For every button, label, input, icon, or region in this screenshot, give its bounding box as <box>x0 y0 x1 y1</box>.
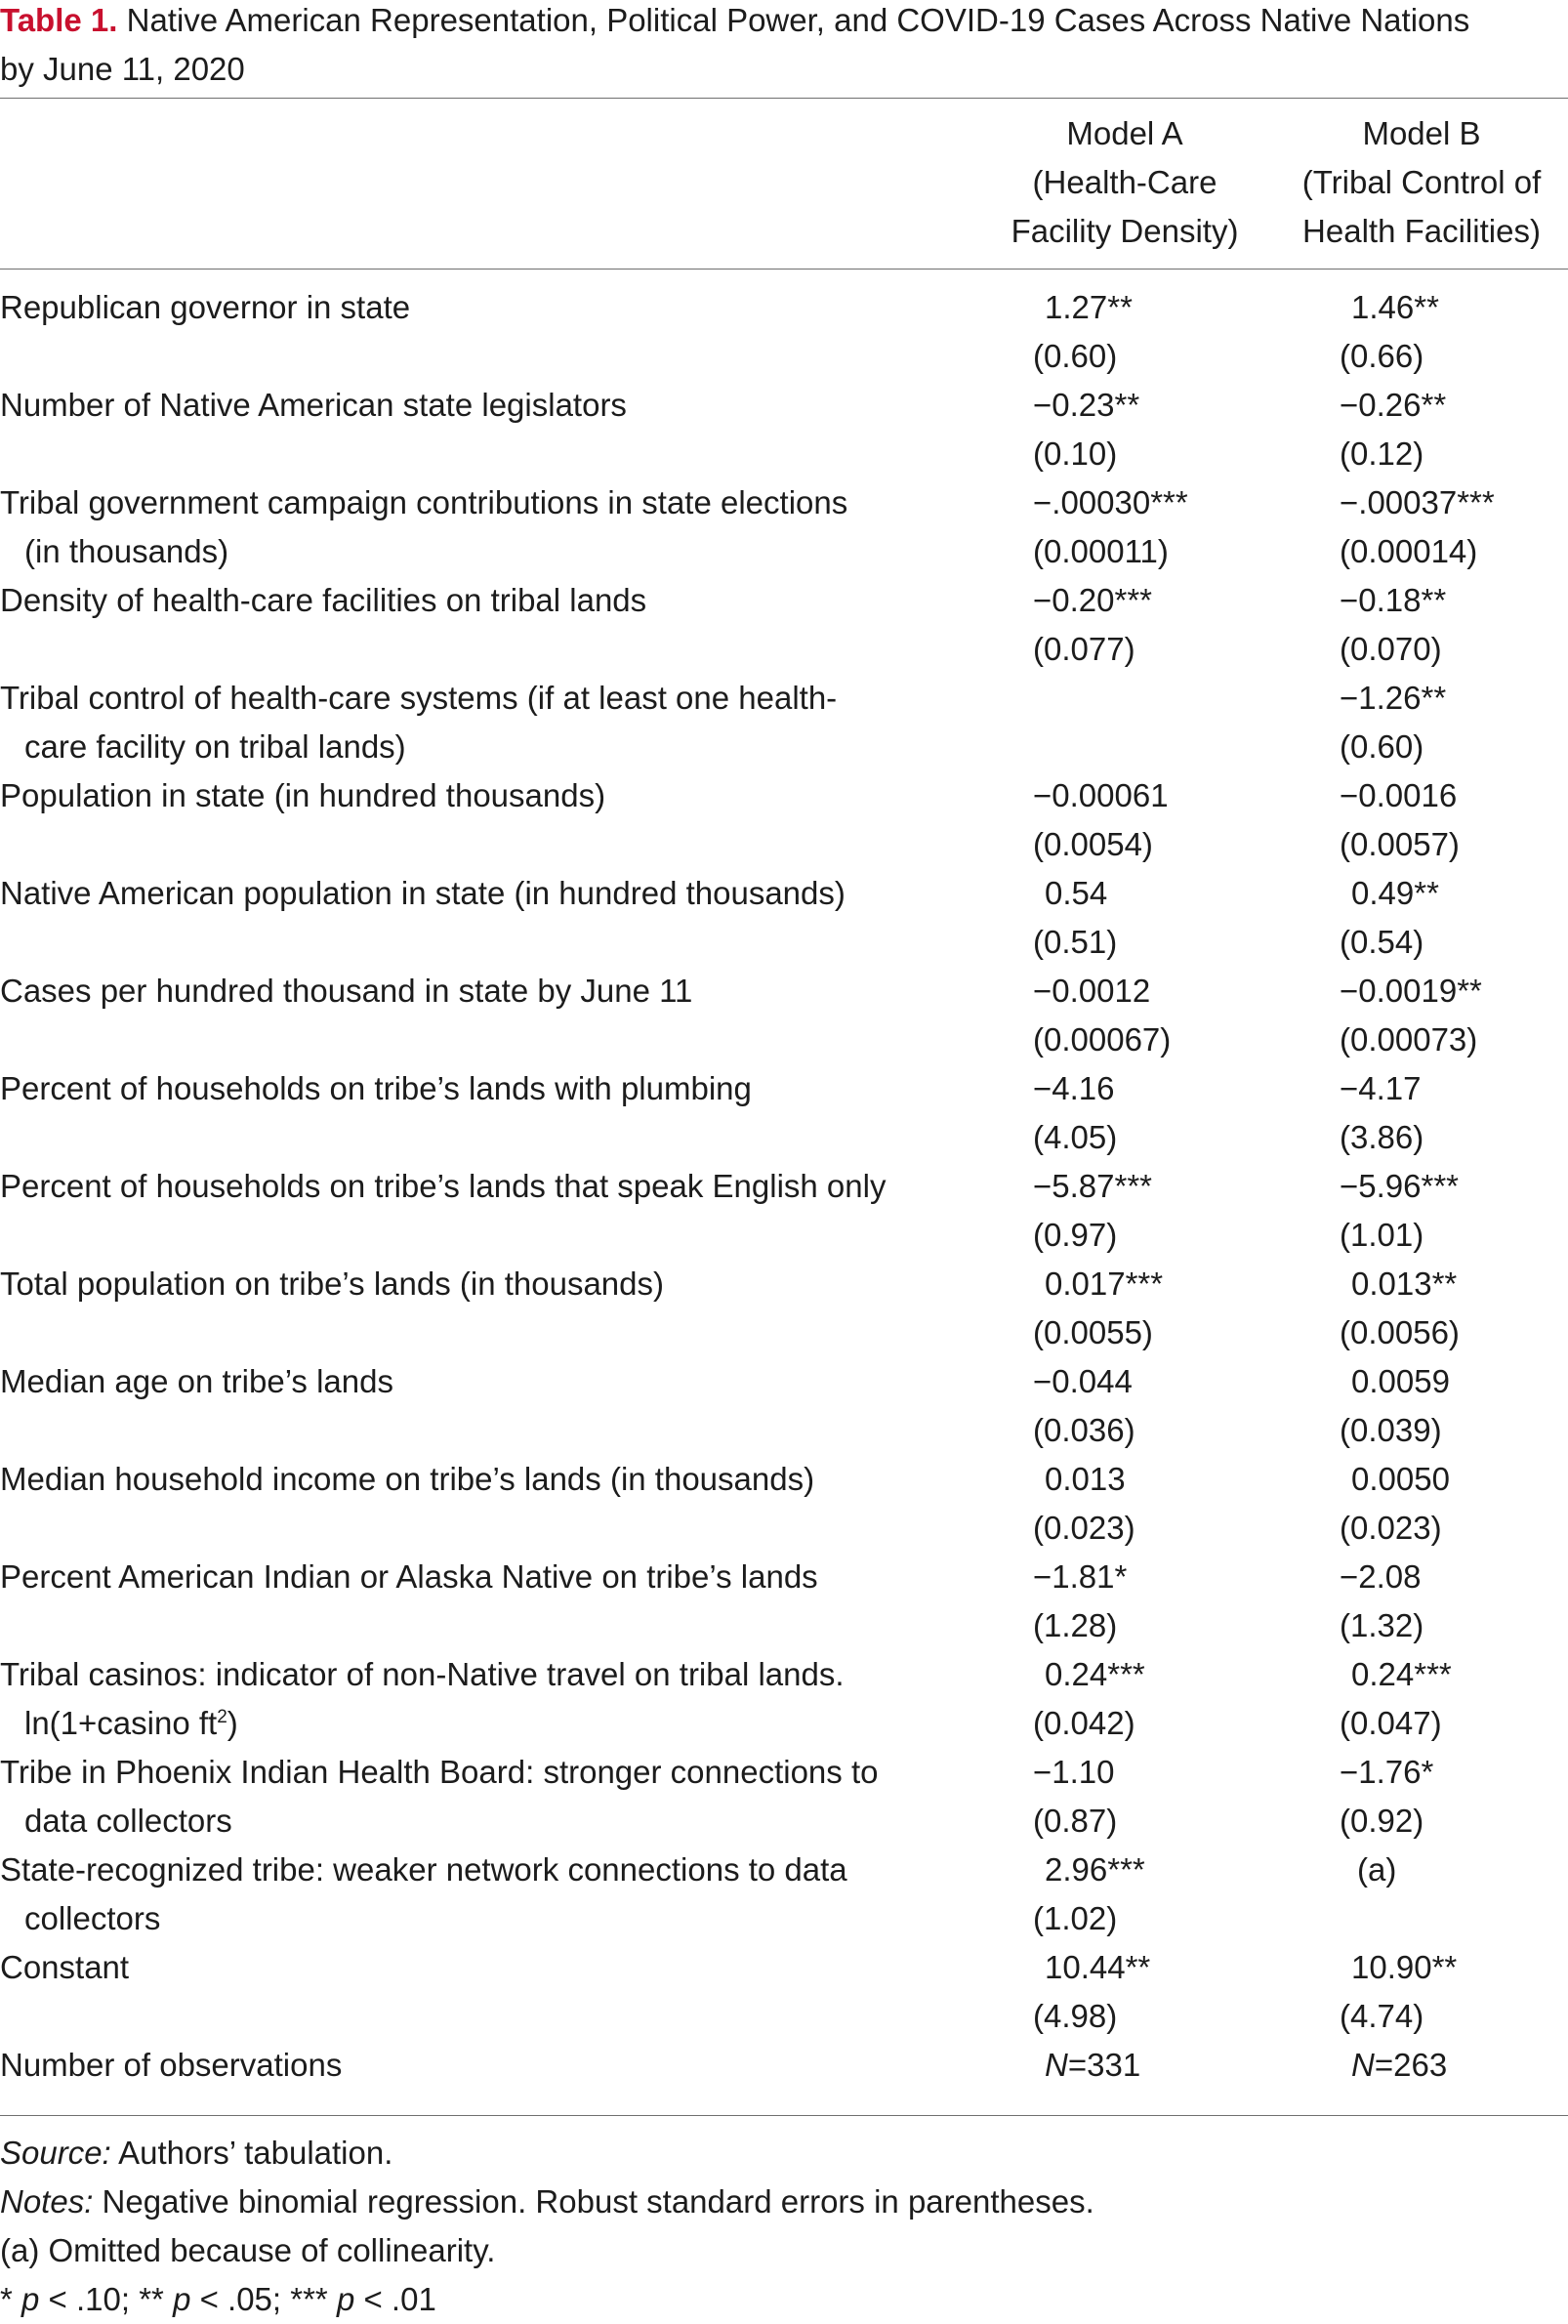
coefficient-model-a: 2.96*** <box>1045 1851 1145 1888</box>
table-title-line-1: Native American Representation, Political Power, and COVID-19 Cases Across Native Nations <box>117 2 1470 38</box>
std-error-model-b: (0.047) <box>1340 1705 1442 1741</box>
coefficient-model-b: 0.013** <box>1351 1266 1458 1302</box>
row-label <box>0 1064 986 1113</box>
row-label-line: Number of Native American state legislators <box>0 387 627 423</box>
table-number: Table 1. <box>0 2 118 38</box>
row-label-line: Constant <box>0 1949 130 1985</box>
std-error-model-b: (0.00073) <box>1340 1021 1478 1058</box>
coefficient-model-a: −1.10 <box>1033 1754 1115 1790</box>
row-label-line: Percent of households on tribe’s lands that speak English only <box>0 1168 887 1204</box>
header-rule <box>0 269 1568 270</box>
std-error-model-a: (0.51) <box>1033 924 1118 960</box>
row-label-line: (in thousands) <box>24 533 229 569</box>
row-label <box>0 1455 986 1504</box>
column-header-model-a <box>978 109 1271 256</box>
std-error-model-b: (0.039) <box>1340 1412 1442 1448</box>
coefficient-model-b: −2.08 <box>1340 1558 1422 1595</box>
table-row <box>0 1553 1568 1650</box>
coefficient-model-a: 10.44** <box>1045 1949 1151 1985</box>
coefficient-model-a: 0.017*** <box>1045 1266 1164 1302</box>
std-error-model-b: (0.12) <box>1340 436 1424 472</box>
row-label <box>0 967 986 1016</box>
coefficient-model-b: −1.26** <box>1340 680 1447 716</box>
row-label-line: Percent American Indian or Alaska Native on tribe’s lands <box>0 1558 818 1595</box>
table-row <box>0 576 1568 674</box>
std-error-model-b: (0.0056) <box>1340 1314 1460 1350</box>
coefficient-model-a: −0.23** <box>1033 387 1140 423</box>
row-label-line: ln(1+casino $ft^2$) <box>24 1705 238 1741</box>
std-error-model-b: (0.60) <box>1340 728 1424 765</box>
coefficient-model-a: −0.0012 <box>1033 973 1151 1009</box>
coefficient-model-a: −0.20*** <box>1033 582 1153 618</box>
model-a-heading-line: (Health-Care <box>1032 164 1217 200</box>
row-label-line: State-recognized tribe: weaker network connections to data <box>0 1851 847 1888</box>
table-row <box>0 1748 1568 1846</box>
std-error-model-a: (1.28) <box>1033 1607 1118 1643</box>
coefficient-model-b: −0.26** <box>1340 387 1447 423</box>
observations-model-a: N=331 <box>1045 2047 1141 2083</box>
coefficient-model-b: 10.90** <box>1351 1949 1458 1985</box>
row-label <box>0 674 986 771</box>
table-row <box>0 674 1568 771</box>
coefficient-model-a: −.00030*** <box>1033 484 1188 520</box>
coefficient-model-b: −0.0016 <box>1340 777 1458 813</box>
std-error-model-b: (1.32) <box>1340 1607 1424 1643</box>
coefficient-model-b: 0.24*** <box>1351 1656 1452 1692</box>
observations-row <box>0 2041 1568 2107</box>
coefficient-model-b: −1.76* <box>1340 1754 1434 1790</box>
std-error-model-a: (0.00067) <box>1033 1021 1172 1058</box>
row-label-line: Total population on tribe’s lands (in thousands) <box>0 1266 664 1302</box>
row-label-line: data collectors <box>24 1803 232 1839</box>
row-label-line: Median age on tribe’s lands <box>0 1363 393 1399</box>
std-error-model-a: (0.10) <box>1033 436 1118 472</box>
std-error-model-b: (3.86) <box>1340 1119 1424 1155</box>
row-label <box>0 771 986 820</box>
coefficient-model-b: −4.17 <box>1340 1070 1422 1106</box>
std-error-model-b: (0.023) <box>1340 1510 1442 1546</box>
coefficient-model-b: 0.0050 <box>1351 1461 1450 1497</box>
row-label-line: Median household income on tribe’s lands (in thousands) <box>0 1461 815 1497</box>
table-row <box>0 1260 1568 1357</box>
table-title-line-2: by June 11, 2020 <box>0 51 245 87</box>
row-label-line: Republican governor in state <box>0 289 411 325</box>
row-label <box>0 381 986 430</box>
std-error-model-a: (0.00011) <box>1033 533 1169 569</box>
row-label <box>0 478 986 576</box>
std-error-model-b: (0.66) <box>1340 338 1424 374</box>
std-error-model-a: (0.023) <box>1033 1510 1135 1546</box>
coefficient-model-b: (a) <box>1357 1851 1397 1888</box>
row-label <box>0 1162 986 1211</box>
table-row <box>0 1064 1568 1162</box>
model-a-heading-line: Facility Density) <box>1011 213 1239 249</box>
row-label <box>0 1357 986 1406</box>
row-label <box>0 1553 986 1601</box>
significance-note: * p < .10; ** p < .05; *** p < .01 <box>0 2281 436 2317</box>
table-row <box>0 478 1568 576</box>
coefficient-model-b: 0.49** <box>1351 875 1439 911</box>
coefficient-model-a: 0.54 <box>1045 875 1108 911</box>
coefficient-model-b: 1.46** <box>1351 289 1439 325</box>
bottom-rule <box>0 2115 1568 2116</box>
row-label-line: Tribe in Phoenix Indian Health Board: stronger connections to <box>0 1754 879 1790</box>
coefficient-model-b: −0.18** <box>1340 582 1447 618</box>
std-error-model-a: (0.60) <box>1033 338 1118 374</box>
source-note: Source: Authors’ tabulation. <box>0 2135 393 2171</box>
coefficient-model-a: −4.16 <box>1033 1070 1115 1106</box>
table-row <box>0 1943 1568 2041</box>
row-label-line: Cases per hundred thousand in state by June 11 <box>0 973 693 1009</box>
table-caption <box>0 0 1562 94</box>
table-row <box>0 771 1568 869</box>
std-error-model-b: (0.00014) <box>1340 533 1478 569</box>
observations-label: Number of observations <box>0 2047 343 2083</box>
table-row <box>0 869 1568 967</box>
std-error-model-b: (1.01) <box>1340 1217 1424 1253</box>
row-label-line: care facility on tribal lands) <box>24 728 406 765</box>
model-b-heading-line: Model B <box>1362 115 1481 151</box>
table-row <box>0 1162 1568 1260</box>
coefficient-model-a: 0.013 <box>1045 1461 1126 1497</box>
table-notes <box>0 2129 1562 2324</box>
row-label <box>0 576 986 625</box>
table-row <box>0 1455 1568 1553</box>
omitted-note: (a) Omitted because of collinearity. <box>0 2232 496 2268</box>
table-row <box>0 1650 1568 1748</box>
model-a-heading-line: Model A <box>1066 115 1183 151</box>
coefficient-model-a: −0.044 <box>1033 1363 1133 1399</box>
std-error-model-a: (0.97) <box>1033 1217 1118 1253</box>
coefficient-model-b: −5.96*** <box>1340 1168 1460 1204</box>
row-label <box>0 1260 986 1308</box>
std-error-model-b: (0.0057) <box>1340 826 1460 862</box>
std-error-model-a: (0.87) <box>1033 1803 1118 1839</box>
coefficient-model-a: −1.81* <box>1033 1558 1128 1595</box>
model-b-heading-line: (Tribal Control of <box>1301 164 1542 200</box>
coefficient-model-a: 0.24*** <box>1045 1656 1145 1692</box>
std-error-model-b: (4.74) <box>1340 1998 1424 2034</box>
table-body <box>0 283 1568 2107</box>
std-error-model-a: (0.0054) <box>1033 826 1153 862</box>
row-label <box>0 1846 986 1943</box>
coefficient-model-b: −.00037*** <box>1340 484 1495 520</box>
row-label-line: Tribal control of health-care systems (if at least one health- <box>0 680 838 716</box>
std-error-model-a: (1.02) <box>1033 1900 1118 1936</box>
row-label <box>0 283 986 332</box>
top-rule <box>0 98 1568 99</box>
std-error-model-b: (0.54) <box>1340 924 1424 960</box>
row-label <box>0 1748 986 1846</box>
table-row <box>0 1846 1568 1943</box>
std-error-model-a: (4.98) <box>1033 1998 1118 2034</box>
row-label <box>0 1943 986 1992</box>
coefficient-model-b: −0.0019** <box>1340 973 1482 1009</box>
column-header-model-b <box>1275 109 1568 256</box>
row-label-line: Tribal government campaign contributions in state elections <box>0 484 848 520</box>
std-error-model-b: (0.070) <box>1340 631 1442 667</box>
row-label-line: Tribal casinos: indicator of non-Native travel on tribal lands. <box>0 1656 845 1692</box>
table-row <box>0 967 1568 1064</box>
row-label <box>0 1650 986 1748</box>
std-error-model-a: (0.042) <box>1033 1705 1135 1741</box>
row-label <box>0 869 986 918</box>
observations-model-b: N=263 <box>1351 2047 1448 2083</box>
row-label-line: Native American population in state (in hundred thousands) <box>0 875 846 911</box>
row-label-line: Density of health-care facilities on tribal lands <box>0 582 647 618</box>
row-label-line: Percent of households on tribe’s lands with plumbing <box>0 1070 752 1106</box>
table-row <box>0 283 1568 381</box>
coefficient-model-a: −5.87*** <box>1033 1168 1153 1204</box>
std-error-model-a: (0.036) <box>1033 1412 1135 1448</box>
std-error-model-b: (0.92) <box>1340 1803 1424 1839</box>
row-label-line: collectors <box>24 1900 161 1936</box>
std-error-model-a: (0.077) <box>1033 631 1135 667</box>
table-row <box>0 381 1568 478</box>
std-error-model-a: (4.05) <box>1033 1119 1118 1155</box>
coefficient-model-a: 1.27** <box>1045 289 1133 325</box>
coefficient-model-b: 0.0059 <box>1351 1363 1450 1399</box>
coefficient-model-a: −0.00061 <box>1033 777 1169 813</box>
table-row <box>0 1357 1568 1455</box>
std-error-model-a: (0.0055) <box>1033 1314 1153 1350</box>
row-label-line: Population in state (in hundred thousands) <box>0 777 606 813</box>
notes-line: Notes: Negative binomial regression. Robust standard errors in parentheses. <box>0 2183 1094 2220</box>
model-b-heading-line: Health Facilities) <box>1302 213 1541 249</box>
